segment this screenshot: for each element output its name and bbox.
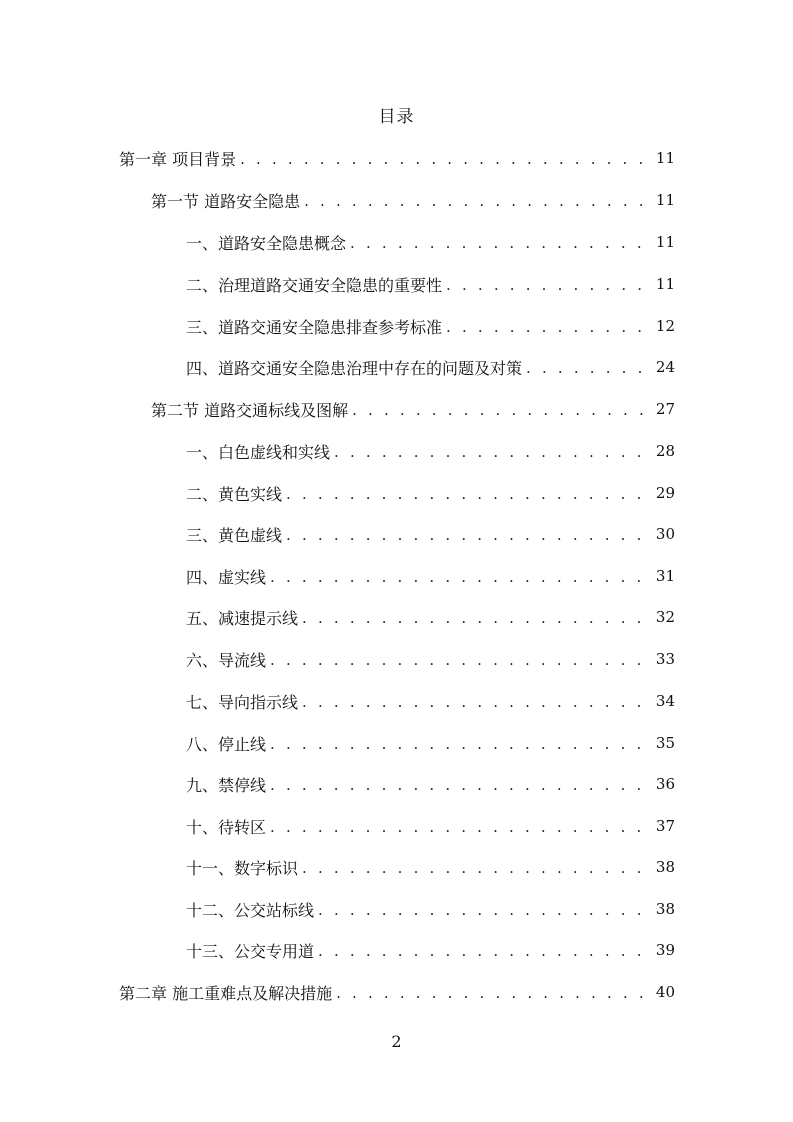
toc-entry-page: 37 [655,817,675,835]
toc-entry-page: 28 [655,442,675,460]
toc-entry[interactable] [186,435,675,467]
dot-leader [350,234,650,252]
dot-leader [446,318,650,336]
toc-entry-text: 三、黄色虚线 [186,525,283,545]
dot-leader [446,276,650,294]
dot-leader [270,776,650,794]
toc-entry[interactable] [186,768,675,800]
dot-leader [334,443,650,461]
toc-entry[interactable] [119,142,675,174]
dot-leader [304,192,650,210]
toc-entry[interactable] [151,184,675,216]
dot-leader [270,651,650,669]
toc-entry[interactable] [186,643,675,675]
toc-entry[interactable] [186,893,675,925]
toc-entry-page: 33 [655,650,675,668]
toc-entry-text: 十一、数字标识 [186,858,299,878]
page-number: 2 [391,1032,402,1051]
toc-entry-text: 三、道路交通安全隐患排查参考标准 [186,317,443,337]
toc-entry[interactable] [151,393,675,425]
toc-entry-page: 24 [655,358,675,376]
toc-entry[interactable] [186,268,675,300]
toc-entry[interactable] [186,351,675,383]
toc-entry-page: 39 [655,941,675,959]
dot-leader [302,609,650,627]
toc-entry-page: 11 [655,191,675,209]
dot-leader [270,818,650,836]
toc-entry-text: 第二章 施工重难点及解决措施 [119,983,333,1003]
toc-entry[interactable] [186,685,675,717]
toc-entry-text: 十、待转区 [186,817,267,837]
dot-leader [302,693,650,711]
dot-leader [318,942,650,960]
toc-entry-page: 11 [655,275,675,293]
toc-entry[interactable] [186,310,675,342]
toc-entry-text: 四、虚实线 [186,567,267,587]
toc-entry-text: 二、黄色实线 [186,484,283,504]
toc-entry-text: 第一章 项目背景 [119,149,237,169]
toc-entry-text: 五、减速提示线 [186,608,299,628]
toc-entry-page: 12 [655,317,675,335]
toc-entry-text: 九、禁停线 [186,775,267,795]
toc-entry-text: 四、道路交通安全隐患治理中存在的问题及对策 [186,358,523,378]
toc-title: 目录 [378,107,415,127]
dot-leader [270,735,650,753]
toc-entry-page: 11 [655,233,675,251]
toc-entry-page: 36 [655,775,675,793]
toc-entry-page: 35 [655,734,675,752]
toc-entry-text: 第二节 道路交通标线及图解 [151,400,349,420]
toc-entry-page: 31 [655,567,675,585]
toc-entry-text: 一、道路安全隐患概念 [186,233,347,253]
toc-entry[interactable] [186,477,675,509]
dot-leader [286,526,650,544]
toc-entry-text: 二、治理道路交通安全隐患的重要性 [186,275,443,295]
toc-entry[interactable] [186,226,675,258]
toc-entry[interactable] [186,810,675,842]
toc-entry-page: 11 [655,149,675,167]
toc-entry-text: 六、导流线 [186,650,267,670]
toc-entry-page: 30 [655,525,675,543]
toc-entry-text: 八、停止线 [186,734,267,754]
toc-entry-page: 29 [655,484,675,502]
toc-entry-text: 第一节 道路安全隐患 [151,191,301,211]
toc-entry-text: 七、导向指示线 [186,692,299,712]
dot-leader [318,901,650,919]
toc-entry-text: 一、白色虚线和实线 [186,442,331,462]
toc-entry-page: 40 [655,983,675,1001]
toc-entry[interactable] [186,934,675,966]
toc-entry-page: 38 [655,900,675,918]
toc-entry[interactable] [186,727,675,759]
toc-entry[interactable] [186,518,675,550]
toc-entry-page: 38 [655,858,675,876]
dot-leader [526,359,650,377]
toc-entry-page: 32 [655,608,675,626]
dot-leader [286,485,650,503]
dot-leader [240,150,650,168]
dot-leader [270,568,650,586]
toc-entry[interactable] [186,851,675,883]
toc-entry[interactable] [186,560,675,592]
dot-leader [352,401,650,419]
toc-entry[interactable] [119,976,675,1008]
toc-entry[interactable] [186,601,675,633]
toc-entry-page: 27 [655,400,675,418]
toc-entry-page: 34 [655,692,675,710]
toc-entry-text: 十三、公交专用道 [186,941,315,961]
dot-leader [302,859,650,877]
dot-leader [336,984,650,1002]
toc-entry-text: 十二、公交站标线 [186,900,315,920]
